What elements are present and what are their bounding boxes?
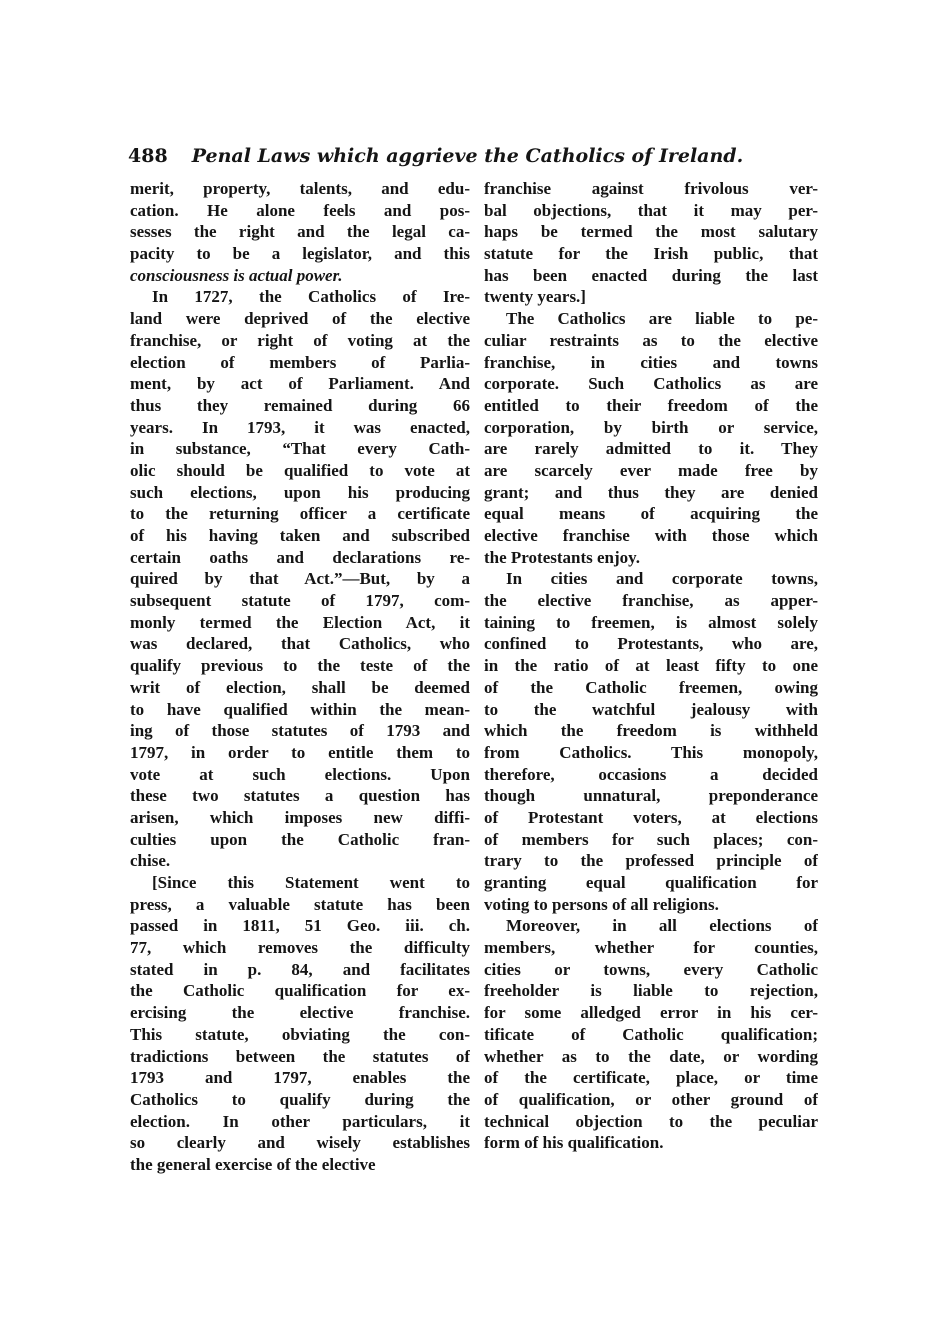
text-line: confined to Protestants, who are, <box>484 634 818 654</box>
text-line: so clearly and wisely establishes <box>130 1133 470 1153</box>
text-line: culties upon the Catholic fran- <box>130 829 470 849</box>
text-line: 1797, in order to entitle them to <box>130 742 470 762</box>
text-line: of qualification, or other ground of <box>484 1089 818 1109</box>
text-line: elective franchise with those which <box>484 526 818 545</box>
text-line: passed in 1811, 51 Geo. iii. ch. <box>130 916 470 936</box>
text-line: of members for such places; con- <box>484 829 818 849</box>
text-line: twenty years.] <box>484 287 586 307</box>
left-column <box>130 178 470 1176</box>
text-line: land were deprived of the elective <box>130 309 470 329</box>
text-line: The Catholics are liable to pe- <box>506 309 818 329</box>
page-header <box>128 144 758 168</box>
text-line: was declared, that Catholics, who <box>130 634 470 654</box>
text-line: ercising the elective franchise. <box>130 1003 470 1023</box>
text-line: [Since this Statement went to <box>152 873 470 892</box>
text-line: election of members of Parlia- <box>130 352 470 372</box>
text-line: granting equal qualification for <box>484 873 818 892</box>
text-line: years. In 1793, it was enacted, <box>130 417 470 437</box>
text-line: stated in p. 84, and facilitates <box>130 959 470 979</box>
text-line: for some alledged error in his cer- <box>484 1003 818 1023</box>
text-line: certain oaths and declarations re- <box>130 547 470 567</box>
text-line: 1793 and 1797, enables the <box>130 1068 470 1088</box>
text-line: are rarely admitted to it. They <box>484 439 818 459</box>
text-line: sesses the right and the legal ca- <box>130 222 470 242</box>
text-line: tradictions between the statutes of <box>130 1046 470 1066</box>
text-line: consciousness is actual power. <box>130 265 343 285</box>
text-line: 77, which removes the difficulty <box>130 938 470 958</box>
text-line: arisen, which imposes new diffi- <box>130 807 470 827</box>
text-line: statute for the Irish public, that <box>484 244 818 264</box>
text-line: these two statutes a question has <box>130 786 470 806</box>
text-line: ment, by act of Parliament. And <box>130 374 470 394</box>
text-line: the elective franchise, as apper- <box>484 591 818 611</box>
text-line: merit, property, talents, and edu- <box>130 179 470 198</box>
text-line: therefore, occasions a decided <box>484 764 818 784</box>
text-line: olic should be qualified to vote at <box>130 460 470 480</box>
text-line: of the certificate, place, or time <box>484 1068 818 1088</box>
text-line: voting to persons of all religions. <box>484 894 719 914</box>
text-line: such elections, upon his producing <box>130 482 470 502</box>
text-line: franchise, or right of voting at the <box>130 330 470 350</box>
text-line: thus they remained during 66 <box>130 395 470 415</box>
text-line: subsequent statute of 1797, com- <box>130 591 470 611</box>
text-line: corporate. Such Catholics as are <box>484 374 818 394</box>
text-line: to the returning officer a certificate <box>130 504 470 524</box>
text-line: of his having taken and subscribed <box>130 526 470 545</box>
text-line: corporation, by birth or service, <box>484 417 818 437</box>
text-line: election. In other particulars, it <box>130 1111 470 1131</box>
text-line: has been enacted during the last <box>484 265 818 285</box>
text-line: in substance, “That every Cath- <box>130 439 470 459</box>
text-line: taining to freemen, is almost solely <box>484 612 818 632</box>
text-line: vote at such elections. Upon <box>130 764 470 784</box>
text-line: members, whether for counties, <box>484 938 818 958</box>
text-line: the Catholic qualification for ex- <box>130 981 470 1001</box>
text-line: trary to the professed principle of <box>484 851 818 871</box>
text-line: ing of those statutes of 1793 and <box>130 721 470 741</box>
text-line: franchise against frivolous ver- <box>484 179 818 198</box>
text-line: tificate of Catholic qualification; <box>484 1024 818 1044</box>
text-line: chise. <box>130 851 171 871</box>
text-line: This statute, obviating the con- <box>130 1024 470 1044</box>
text-line: form of his qualification. <box>484 1133 664 1153</box>
text-line: grant; and thus they are denied <box>484 482 818 502</box>
text-line: which the freedom is withheld <box>484 721 818 741</box>
text-line: the general exercise of the elective <box>130 1154 376 1174</box>
text-line: Moreover, in all elections of <box>506 916 818 936</box>
text-line: freeholder is liable to rejection, <box>484 981 818 1001</box>
text-line: In cities and corporate towns, <box>506 569 818 589</box>
text-line: of Protestant voters, at elections <box>484 807 818 827</box>
text-line: equal means of acquiring the <box>484 504 818 524</box>
text-line: cation. He alone feels and pos- <box>130 200 470 220</box>
text-line: monly termed the Election Act, it <box>130 612 470 632</box>
running-title: Penal Laws which aggrieve the Catholics of Ireland. <box>191 145 744 167</box>
text-line: technical objection to the peculiar <box>484 1111 818 1131</box>
text-line: cities or towns, every Catholic <box>484 959 818 979</box>
text-line: Catholics to qualify during the <box>130 1089 470 1109</box>
text-line: to the watchful jealousy with <box>484 699 818 719</box>
text-line: though unnatural, preponderance <box>484 786 818 806</box>
text-line: writ of election, shall be deemed <box>130 677 470 697</box>
text-line: are scarcely ever made free by <box>484 460 818 480</box>
right-column <box>484 178 818 1154</box>
text-line: in the ratio of at least fifty to one <box>484 656 818 676</box>
text-line: haps be termed the most salutary <box>484 222 818 242</box>
text-line: In 1727, the Catholics of Ire- <box>152 287 470 307</box>
text-line: bal objections, that it may per- <box>484 200 818 220</box>
text-line: pacity to be a legislator, and this <box>130 244 470 264</box>
text-line: from Catholics. This monopoly, <box>484 742 818 762</box>
text-line: entitled to their freedom of the <box>484 395 818 415</box>
text-line: press, a valuable statute has been <box>130 894 470 914</box>
text-line: the Protestants enjoy. <box>484 547 640 567</box>
text-line: of the Catholic freemen, owing <box>484 677 818 697</box>
text-line: culiar restraints as to the elective <box>484 330 818 350</box>
text-line: qualify previous to the teste of the <box>130 656 470 676</box>
text-line: whether as to the date, or wording <box>484 1046 818 1066</box>
text-line: franchise, in cities and towns <box>484 352 818 372</box>
page-number: 488 <box>128 145 168 167</box>
text-line: to have qualified within the mean- <box>130 699 470 719</box>
text-line: quired by that Act.”—But, by a <box>130 569 470 589</box>
